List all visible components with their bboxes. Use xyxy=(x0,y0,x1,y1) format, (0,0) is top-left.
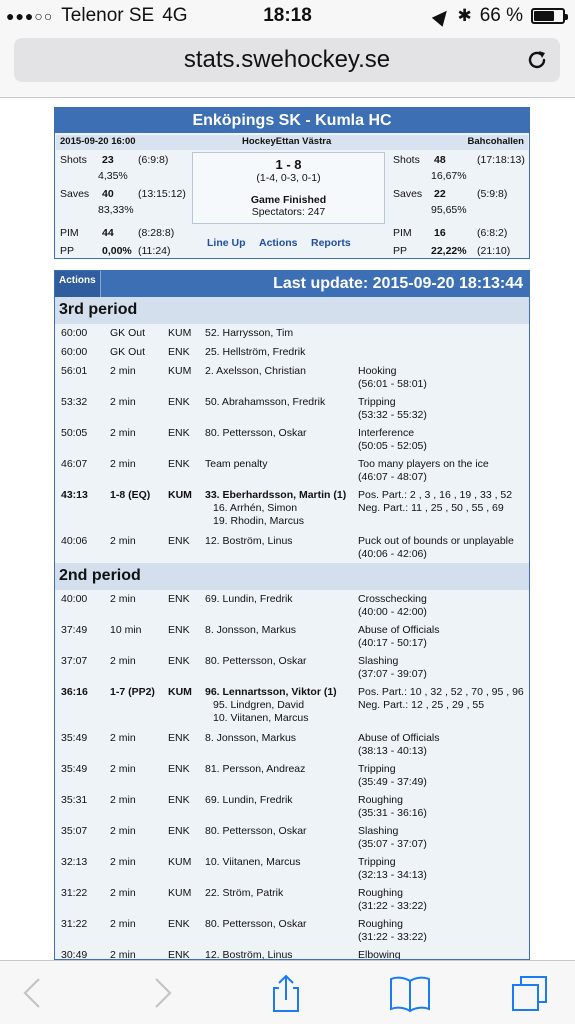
location-icon xyxy=(432,6,452,26)
event-row xyxy=(55,853,529,884)
event-time: 35:31 xyxy=(61,794,88,806)
final-score: 1 - 8 xyxy=(275,157,302,172)
event-team: ENK xyxy=(168,427,190,439)
actions-panel xyxy=(54,270,530,960)
detail-line: Abuse of Officials xyxy=(358,624,440,636)
event-team: ENK xyxy=(168,949,190,960)
event-detail xyxy=(358,655,427,681)
event-detail xyxy=(358,949,401,960)
bluetooth-icon: ✱ xyxy=(457,6,472,25)
detail-line: Elbowing xyxy=(358,949,401,960)
event-players xyxy=(205,918,307,931)
event-team: KUM xyxy=(168,856,192,868)
back-icon[interactable] xyxy=(14,973,54,1013)
period-header: 3rd period xyxy=(55,297,529,324)
event-time: 46:07 xyxy=(61,458,88,470)
home-saves-label: Saves xyxy=(60,188,90,200)
detail-line: (56:01 - 58:01) xyxy=(358,378,427,390)
event-team: ENK xyxy=(168,624,190,636)
battery-icon xyxy=(531,8,565,24)
event-type: 2 min xyxy=(110,918,136,930)
event-type: 10 min xyxy=(110,624,142,636)
away-shots: 48 xyxy=(434,154,446,166)
detail-line: (38:13 - 40:13) xyxy=(358,745,427,757)
event-player: 69. Lundin, Fredrik xyxy=(205,593,293,605)
event-team: KUM xyxy=(168,327,192,339)
event-team: KUM xyxy=(168,365,192,377)
home-pp: 0,00% xyxy=(102,245,132,257)
browser-toolbar xyxy=(0,960,575,1024)
away-saves-label: Saves xyxy=(393,188,423,200)
event-time: 32:13 xyxy=(61,856,88,868)
home-saves: 40 xyxy=(102,188,114,200)
detail-line: Slashing xyxy=(358,825,399,837)
event-time: 43:13 xyxy=(61,489,88,501)
assist-player: 16. Arrhén, Simon xyxy=(213,502,298,514)
event-row xyxy=(55,652,529,683)
match-arena: Bahcohallen xyxy=(467,136,524,147)
event-row xyxy=(55,532,529,563)
event-row xyxy=(55,729,529,760)
status-bar xyxy=(0,0,575,32)
event-row xyxy=(55,455,529,486)
event-team: ENK xyxy=(168,593,190,605)
event-detail xyxy=(358,887,427,913)
event-detail xyxy=(358,794,427,820)
detail-line: Crosschecking xyxy=(358,593,427,605)
actions-header xyxy=(55,271,529,297)
detail-line: (35:49 - 37:49) xyxy=(358,776,427,788)
event-team: ENK xyxy=(168,535,190,547)
detail-line: Slashing xyxy=(358,655,399,667)
home-pim: 44 xyxy=(102,227,114,239)
event-player: 25. Hellström, Fredrik xyxy=(205,346,306,358)
share-icon[interactable] xyxy=(266,973,306,1013)
match-title: Enköpings SK - Kumla HC xyxy=(55,108,529,133)
event-player: 52. Harrysson, Tim xyxy=(205,327,294,339)
home-pim-label: PIM xyxy=(60,227,79,239)
detail-line: (40:00 - 42:00) xyxy=(358,606,427,618)
away-saves-split: (5:9:8) xyxy=(477,188,508,200)
game-status: Game Finished xyxy=(250,194,327,206)
actions-link[interactable]: Actions xyxy=(259,237,298,249)
event-type: 2 min xyxy=(110,535,136,547)
event-team: KUM xyxy=(168,686,192,698)
away-saves-pct: 95,65% xyxy=(431,204,467,216)
home-saves-pct: 83,33% xyxy=(98,204,134,216)
address-bar[interactable] xyxy=(14,38,560,82)
detail-line: (35:07 - 37:07) xyxy=(358,838,427,850)
detail-line: Tripping xyxy=(358,763,396,775)
detail-line: Puck out of bounds or unplayable xyxy=(358,535,514,547)
event-player: 12. Boström, Linus xyxy=(205,535,293,547)
period-header: 2nd period xyxy=(55,563,529,590)
event-detail xyxy=(358,489,512,515)
event-players xyxy=(205,624,296,637)
event-detail xyxy=(358,856,427,882)
event-detail xyxy=(358,535,514,561)
detail-line: Tripping xyxy=(358,396,396,408)
home-saves-split: (13:15:12) xyxy=(138,188,186,200)
event-time: 40:00 xyxy=(61,593,88,605)
home-shots: 23 xyxy=(102,154,114,166)
detail-line: Hooking xyxy=(358,365,397,377)
event-player: 8. Jonsson, Markus xyxy=(205,732,297,744)
event-player: 80. Pettersson, Oskar xyxy=(205,918,307,930)
event-type: 2 min xyxy=(110,763,136,775)
event-players xyxy=(205,794,293,807)
reload-icon[interactable] xyxy=(524,47,550,73)
detail-line: Roughing xyxy=(358,918,403,930)
event-time: 31:22 xyxy=(61,918,88,930)
event-detail xyxy=(358,396,427,422)
event-time: 60:00 xyxy=(61,327,88,339)
event-row xyxy=(55,393,529,424)
away-pp-label: PP xyxy=(393,245,408,257)
last-update: Last update: 2015-09-20 18:13:44 xyxy=(273,275,523,292)
event-row xyxy=(55,590,529,621)
detail-line: (46:07 - 48:07) xyxy=(358,471,427,483)
event-player: 80. Pettersson, Oskar xyxy=(205,427,307,439)
event-detail xyxy=(358,458,489,484)
detail-line: Tripping xyxy=(358,856,396,868)
event-time: 60:00 xyxy=(61,346,88,358)
away-pim: 16 xyxy=(434,227,446,239)
event-type: 2 min xyxy=(110,593,136,605)
event-team: ENK xyxy=(168,794,190,806)
event-detail xyxy=(358,686,524,712)
detail-line: Pos. Part.: 2 , 3 , 16 , 19 , 33 , 52 xyxy=(358,489,513,501)
detail-line: (40:06 - 42:06) xyxy=(358,548,427,560)
event-row xyxy=(55,791,529,822)
period-scores: (1-4, 0-3, 0-1) xyxy=(256,172,321,184)
event-players xyxy=(205,856,301,869)
away-pim-split: (6:8:2) xyxy=(477,227,508,239)
event-row xyxy=(55,424,529,455)
match-summary xyxy=(54,107,530,259)
event-detail xyxy=(358,593,427,619)
event-player: 80. Pettersson, Oskar xyxy=(205,825,307,837)
event-player: 2. Axelsson, Christian xyxy=(205,365,306,377)
goal-row xyxy=(55,486,529,532)
event-time: 40:06 xyxy=(61,535,88,547)
browser-chrome xyxy=(0,32,575,98)
event-time: 50:05 xyxy=(61,427,88,439)
network-type: 4G xyxy=(162,5,188,26)
home-pp-label: PP xyxy=(60,245,75,257)
event-type: 2 min xyxy=(110,732,136,744)
home-pim-split: (8:28:8) xyxy=(138,227,175,239)
lineup-link[interactable]: Line Up xyxy=(207,237,246,249)
battery-percent: 66 % xyxy=(479,5,523,26)
status-right xyxy=(435,5,565,27)
detail-line: (40:17 - 50:17) xyxy=(358,637,427,649)
signal-strength-icon: ●●●○○ xyxy=(6,8,54,24)
home-pp-split: (11:24) xyxy=(138,245,171,257)
detail-line: (37:07 - 39:07) xyxy=(358,668,427,680)
event-player: 69. Lundin, Fredrik xyxy=(205,794,293,806)
event-player: 80. Pettersson, Oskar xyxy=(205,655,307,667)
event-player: 96. Lennartsson, Viktor (1) xyxy=(205,686,337,698)
event-players xyxy=(205,655,307,668)
event-players xyxy=(205,535,293,548)
event-team: KUM xyxy=(168,887,192,899)
detail-line: Roughing xyxy=(358,887,403,899)
event-row xyxy=(55,362,529,393)
detail-line: (53:32 - 55:32) xyxy=(358,409,427,421)
event-type: 2 min xyxy=(110,427,136,439)
event-players xyxy=(205,732,296,745)
event-players xyxy=(205,825,307,838)
event-players xyxy=(205,346,305,359)
event-players xyxy=(205,887,283,900)
clock: 18:18 xyxy=(263,5,312,26)
event-players xyxy=(205,686,337,725)
detail-line: Too many players on the ice xyxy=(358,458,489,470)
event-team: ENK xyxy=(168,825,190,837)
event-row xyxy=(55,621,529,652)
event-type: 2 min xyxy=(110,655,136,667)
event-row xyxy=(55,946,529,960)
event-time: 36:16 xyxy=(61,686,88,698)
away-shots-pct: 16,67% xyxy=(431,170,467,182)
event-type: 2 min xyxy=(110,887,136,899)
forward-icon[interactable] xyxy=(141,973,181,1013)
assist-player: 10. Viitanen, Marcus xyxy=(213,712,309,724)
event-type: GK Out xyxy=(110,327,146,339)
event-players xyxy=(205,458,267,471)
event-time: 31:22 xyxy=(61,887,88,899)
actions-list xyxy=(55,297,529,960)
event-detail xyxy=(358,918,427,944)
event-time: 37:49 xyxy=(61,624,88,636)
detail-line: (50:05 - 52:05) xyxy=(358,440,427,452)
event-type: 1-7 (PP2) xyxy=(110,686,155,698)
event-type: 2 min xyxy=(110,949,136,960)
event-player: 10. Viitanen, Marcus xyxy=(205,856,301,868)
event-detail xyxy=(358,624,440,650)
event-players xyxy=(205,949,293,960)
event-time: 35:49 xyxy=(61,732,88,744)
event-time: 35:07 xyxy=(61,825,88,837)
event-time: 37:07 xyxy=(61,655,88,667)
detail-line: Neg. Part.: 12 , 25 , 29 , 55 xyxy=(358,699,485,711)
event-detail xyxy=(358,365,427,391)
home-shots-pct: 4,35% xyxy=(98,170,128,182)
event-team: ENK xyxy=(168,655,190,667)
detail-line: (35:31 - 36:16) xyxy=(358,807,427,819)
match-info-row xyxy=(56,135,528,150)
event-players xyxy=(205,427,307,440)
event-team: ENK xyxy=(168,763,190,775)
assist-player: 19. Rhodin, Marcus xyxy=(213,515,305,527)
event-time: 35:49 xyxy=(61,763,88,775)
carrier-name: Telenor SE xyxy=(61,5,155,26)
away-saves: 22 xyxy=(434,188,446,200)
event-team: KUM xyxy=(168,489,192,501)
event-team: ENK xyxy=(168,346,190,358)
event-type: 2 min xyxy=(110,856,136,868)
event-detail xyxy=(358,763,427,789)
event-time: 56:01 xyxy=(61,365,88,377)
event-detail xyxy=(358,732,440,758)
match-datetime: 2015-09-20 16:00 xyxy=(60,136,136,147)
event-player: 12. Boström, Linus xyxy=(205,949,293,960)
tabs-icon[interactable] xyxy=(510,973,550,1013)
event-team: ENK xyxy=(168,396,190,408)
away-shots-label: Shots xyxy=(393,154,420,166)
away-shots-split: (17:18:13) xyxy=(477,154,525,166)
score-box xyxy=(192,152,385,224)
event-player: 22. Ström, Patrik xyxy=(205,887,284,899)
event-player: 8. Jonsson, Markus xyxy=(205,624,297,636)
event-type: 2 min xyxy=(110,365,136,377)
assist-player: 95. Lindgren, David xyxy=(213,699,305,711)
spectators: Spectators: 247 xyxy=(251,206,326,218)
detail-line: Roughing xyxy=(358,794,403,806)
event-type: 2 min xyxy=(110,825,136,837)
tab-actions[interactable]: Actions xyxy=(55,271,101,297)
event-row xyxy=(55,324,529,343)
event-player: Team penalty xyxy=(205,458,268,470)
detail-line: (32:13 - 34:13) xyxy=(358,869,427,881)
detail-line: Pos. Part.: 10 , 32 , 52 , 70 , 95 , 96 xyxy=(358,686,524,698)
event-row xyxy=(55,915,529,946)
event-time: 30:49 xyxy=(61,949,88,960)
event-players xyxy=(205,763,305,776)
event-team: ENK xyxy=(168,732,190,744)
away-pp-split: (21:10) xyxy=(477,245,511,257)
home-shots-label: Shots xyxy=(60,154,87,166)
detail-line: (31:22 - 33:22) xyxy=(358,931,427,943)
event-players xyxy=(205,593,293,606)
event-time: 53:32 xyxy=(61,396,88,408)
event-players xyxy=(205,396,325,409)
detail-line: Abuse of Officials xyxy=(358,732,440,744)
event-players xyxy=(205,327,293,340)
event-detail xyxy=(358,825,427,851)
url-text: stats.swehockey.se xyxy=(183,46,391,73)
event-detail xyxy=(358,427,427,453)
event-row xyxy=(55,760,529,791)
event-row xyxy=(55,884,529,915)
detail-line: Neg. Part.: 11 , 25 , 50 , 55 , 69 xyxy=(358,502,504,514)
away-pp: 22,22% xyxy=(431,245,467,257)
event-player: 81. Persson, Andreaz xyxy=(205,763,306,775)
event-type: GK Out xyxy=(110,346,146,358)
detail-line: (31:22 - 33:22) xyxy=(358,900,427,912)
away-pim-label: PIM xyxy=(393,227,412,239)
reports-link[interactable]: Reports xyxy=(311,237,351,249)
detail-line: Interference xyxy=(358,427,415,439)
event-row xyxy=(55,343,529,362)
event-player: 33. Eberhardsson, Martin (1) xyxy=(205,489,347,501)
event-type: 2 min xyxy=(110,396,136,408)
event-row xyxy=(55,822,529,853)
event-team: ENK xyxy=(168,458,190,470)
bookmarks-icon[interactable] xyxy=(388,973,432,1013)
event-type: 2 min xyxy=(110,458,136,470)
event-player: 50. Abrahamsson, Fredrik xyxy=(205,396,326,408)
event-players xyxy=(205,365,306,378)
event-players xyxy=(205,489,346,528)
event-type: 2 min xyxy=(110,794,136,806)
goal-row xyxy=(55,683,529,729)
event-type: 1-8 (EQ) xyxy=(110,489,151,501)
home-shots-split: (6:9:8) xyxy=(138,154,169,166)
match-league: HockeyEttan Västra xyxy=(242,136,332,147)
event-team: ENK xyxy=(168,918,190,930)
